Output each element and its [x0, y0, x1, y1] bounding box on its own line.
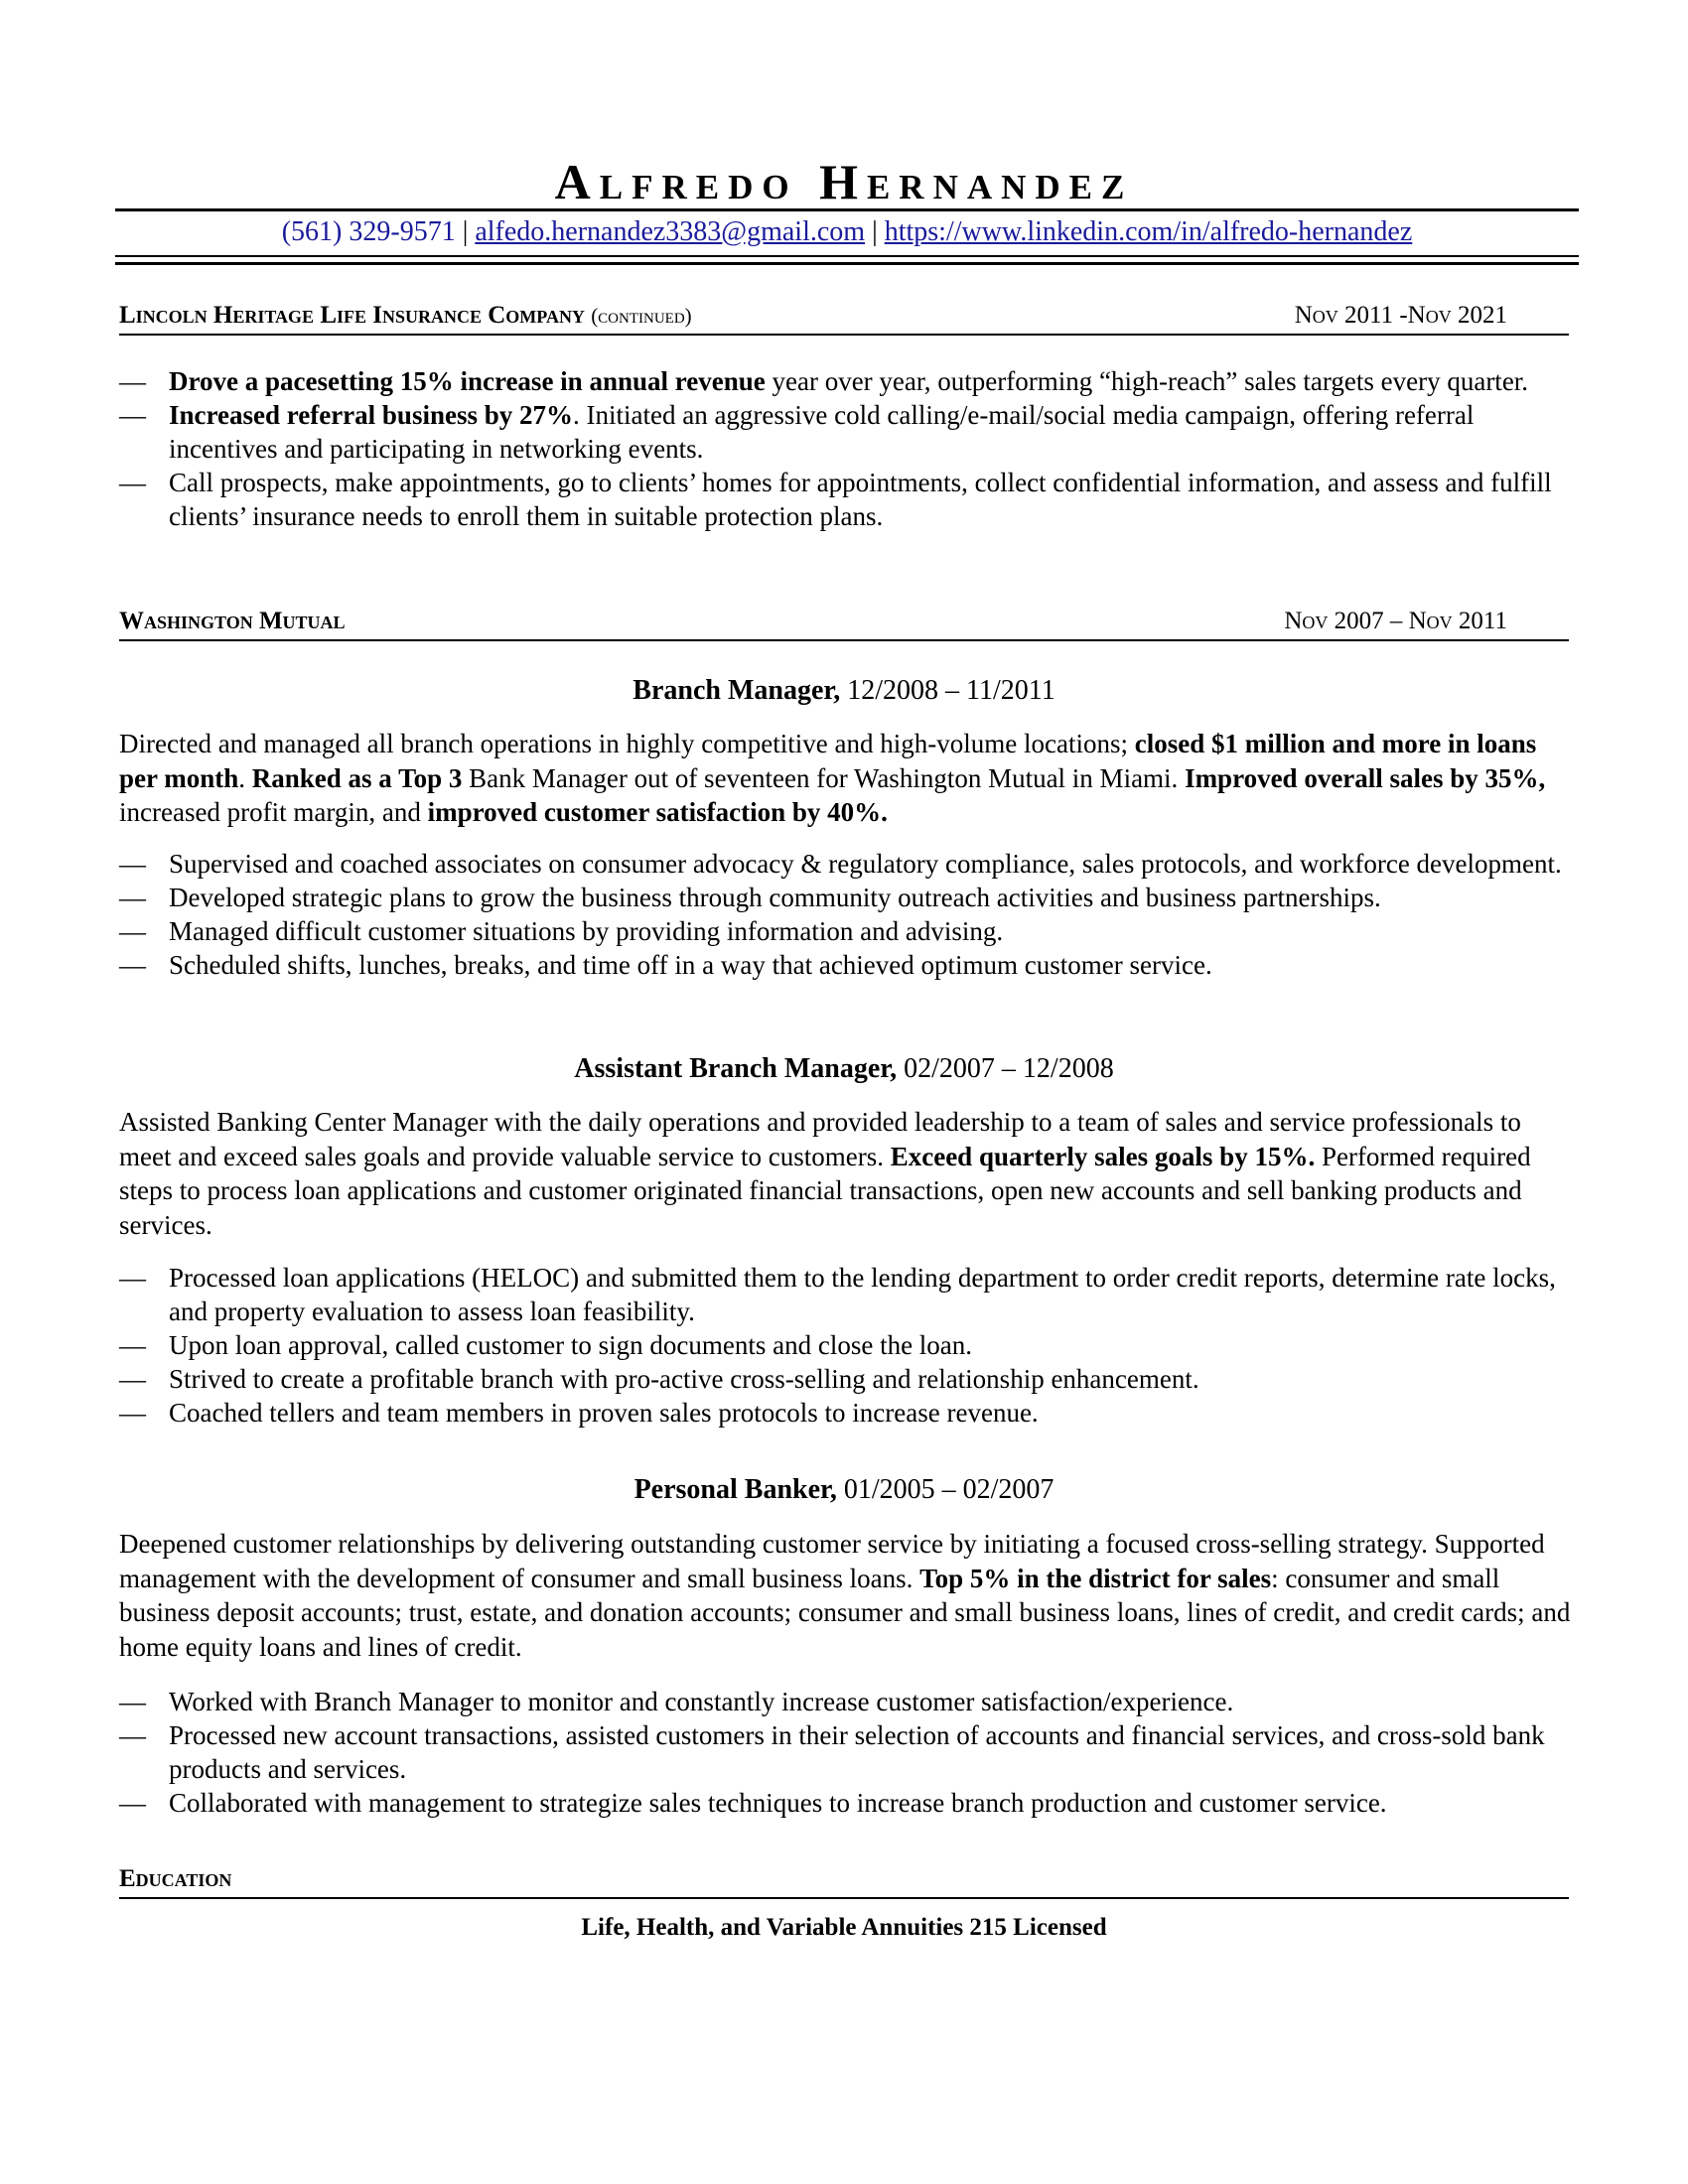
branch-manager-summary: [119, 727, 1571, 830]
summary-highlight: Exceed quarterly sales goals by 15%.: [890, 1141, 1316, 1171]
role-dates: 02/2007 – 12/2008: [897, 1053, 1114, 1084]
bullet-item: — Developed strategic plans to grow the business through community outreach activities and business partnerships.: [119, 881, 1571, 914]
summary-text: Assisted Banking Center Manager with the daily operations and provided leadership to a team of sales and service professionals to meet and exceed sales goals and provide valuable service to customers.: [119, 1107, 1521, 1171]
summary-text: increased profit margin, and: [119, 797, 428, 827]
bullet-item: — Processed loan applications (HELOC) and submitted them to the lending department to order credit reports, determine rate locks, and property evaluation to assess loan feasibility.: [119, 1261, 1571, 1328]
lincoln-bullet-list: [119, 364, 1571, 533]
contact-separator: |: [462, 216, 469, 247]
role-dates: 01/2005 – 02/2007: [836, 1474, 1055, 1505]
summary-highlight: Improved overall sales by 35%,: [1185, 762, 1546, 793]
contact-separator: |: [872, 216, 878, 247]
summary-text: Bank Manager out of seventeen for Washington Mutual in Miami.: [462, 762, 1186, 793]
bullet-item: [119, 364, 1571, 398]
bullet-item: — Scheduled shifts, lunches, breaks, and time off in a way that achieved optimum customer service.: [119, 948, 1571, 982]
bullet-item: — Processed new account transactions, assisted customers in their selection of accounts and financial services, and cross-sold bank products and services.: [119, 1718, 1571, 1786]
education-heading: [119, 1861, 1569, 1899]
header-rule: [115, 208, 1579, 211]
contact-line: [115, 216, 1579, 248]
candidate-name: Alfredo Hernandez: [554, 154, 1134, 209]
assistant-manager-bullet-list: [119, 1261, 1571, 1430]
bullet-text: . Initiated an aggressive cold calling/e-mail/social media campaign, offering referral incentives and participating in networking events.: [169, 400, 1475, 464]
bullet-item: — Worked with Branch Manager to monitor and constantly increase customer satisfaction/experience.: [119, 1685, 1571, 1718]
role-title: Branch Manager,: [633, 675, 841, 706]
summary-highlight: closed $1 million and more in loans per month: [119, 729, 1537, 793]
header-double-rule: [115, 255, 1579, 265]
employment-dates: Nov 2007 – Nov 2011: [1284, 608, 1507, 634]
email-link[interactable]: alfedo.hernandez3383@gmail.com: [475, 216, 866, 247]
assistant-manager-summary: [119, 1105, 1571, 1242]
branch-manager-bullet-list: [119, 847, 1571, 982]
bullet-highlight: Increased referral business by 27%: [169, 400, 573, 430]
lincoln-heading: [119, 298, 1569, 336]
summary-text: .: [238, 762, 252, 793]
bullet-item: — Upon loan approval, called customer to sign documents and close the loan.: [119, 1328, 1571, 1362]
summary-highlight: Ranked as a Top 3: [251, 762, 463, 793]
wamu-heading: [119, 604, 1569, 641]
linkedin-link[interactable]: https://www.linkedin.com/in/alfredo-hernandez: [884, 216, 1413, 247]
bullet-text: Call prospects, make appointments, go to clients’ homes for appointments, collect confidential information, and assess and fulfill clients’ insurance needs to enroll them in suitable protection plans.: [169, 468, 1552, 531]
role-personal-banker: [0, 1474, 1688, 1506]
role-assistant-branch-manager: [0, 1053, 1688, 1085]
summary-text: : consumer and small business deposit accounts; trust, estate, and donation accounts; consumer and small business loans, lines of credit, and credit cards; and home equity loans and lines of credit.: [119, 1563, 1571, 1662]
summary-text: Directed and managed all branch operations in highly competitive and high-volume locations;: [119, 729, 1135, 758]
bullet-item: — Collaborated with management to strategize sales techniques to increase branch production and customer service.: [119, 1786, 1571, 1820]
section-title: Education: [119, 1865, 232, 1892]
bullet-item: — Managed difficult customer situations by providing information and advising.: [119, 914, 1571, 948]
bullet-text: year over year, outperforming “high-reach” sales targets every quarter.: [765, 366, 1529, 396]
summary-text: Deepened customer relationships by delivering outstanding customer service by initiating a focused cross-selling strategy. Supported management with the development of consumer and small business loans.: [119, 1529, 1545, 1593]
company-name: Lincoln Heritage Life Insurance Company (continued): [119, 302, 692, 329]
bullet-item: [119, 398, 1571, 466]
personal-banker-bullet-list: [119, 1685, 1571, 1820]
continued-note: (continued): [591, 304, 692, 328]
role-title: Personal Banker,: [633, 1474, 837, 1505]
role-title: Assistant Branch Manager,: [574, 1053, 898, 1084]
company-name: Washington Mutual: [119, 608, 346, 634]
phone-number: (561) 329-9571: [281, 216, 456, 247]
license-line: Life, Health, and Variable Annuities 215 Licensed: [581, 1914, 1107, 1941]
bullet-item: — Coached tellers and team members in proven sales protocols to increase revenue.: [119, 1396, 1571, 1430]
bullet-highlight: Drove a pacesetting 15% increase in annual revenue: [169, 366, 766, 396]
bullet-item: — Strived to create a profitable branch with pro-active cross-selling and relationship enhancement.: [119, 1362, 1571, 1396]
personal-banker-summary: [119, 1527, 1571, 1664]
summary-text: Performed required steps to process loan applications and customer originated financial transactions, open new accounts and sell banking products and services.: [119, 1141, 1531, 1240]
summary-highlight: Top 5% in the district for sales: [919, 1563, 1272, 1593]
summary-highlight: improved customer satisfaction by 40%.: [427, 797, 888, 827]
bullet-item: [119, 466, 1571, 533]
bullet-item: — Supervised and coached associates on consumer advocacy & regulatory compliance, sales protocols, and workforce development.: [119, 847, 1571, 881]
employment-dates: Nov 2011 -Nov 2021: [1294, 302, 1507, 329]
role-branch-manager: [0, 675, 1688, 707]
role-dates: 12/2008 – 11/2011: [840, 675, 1055, 706]
